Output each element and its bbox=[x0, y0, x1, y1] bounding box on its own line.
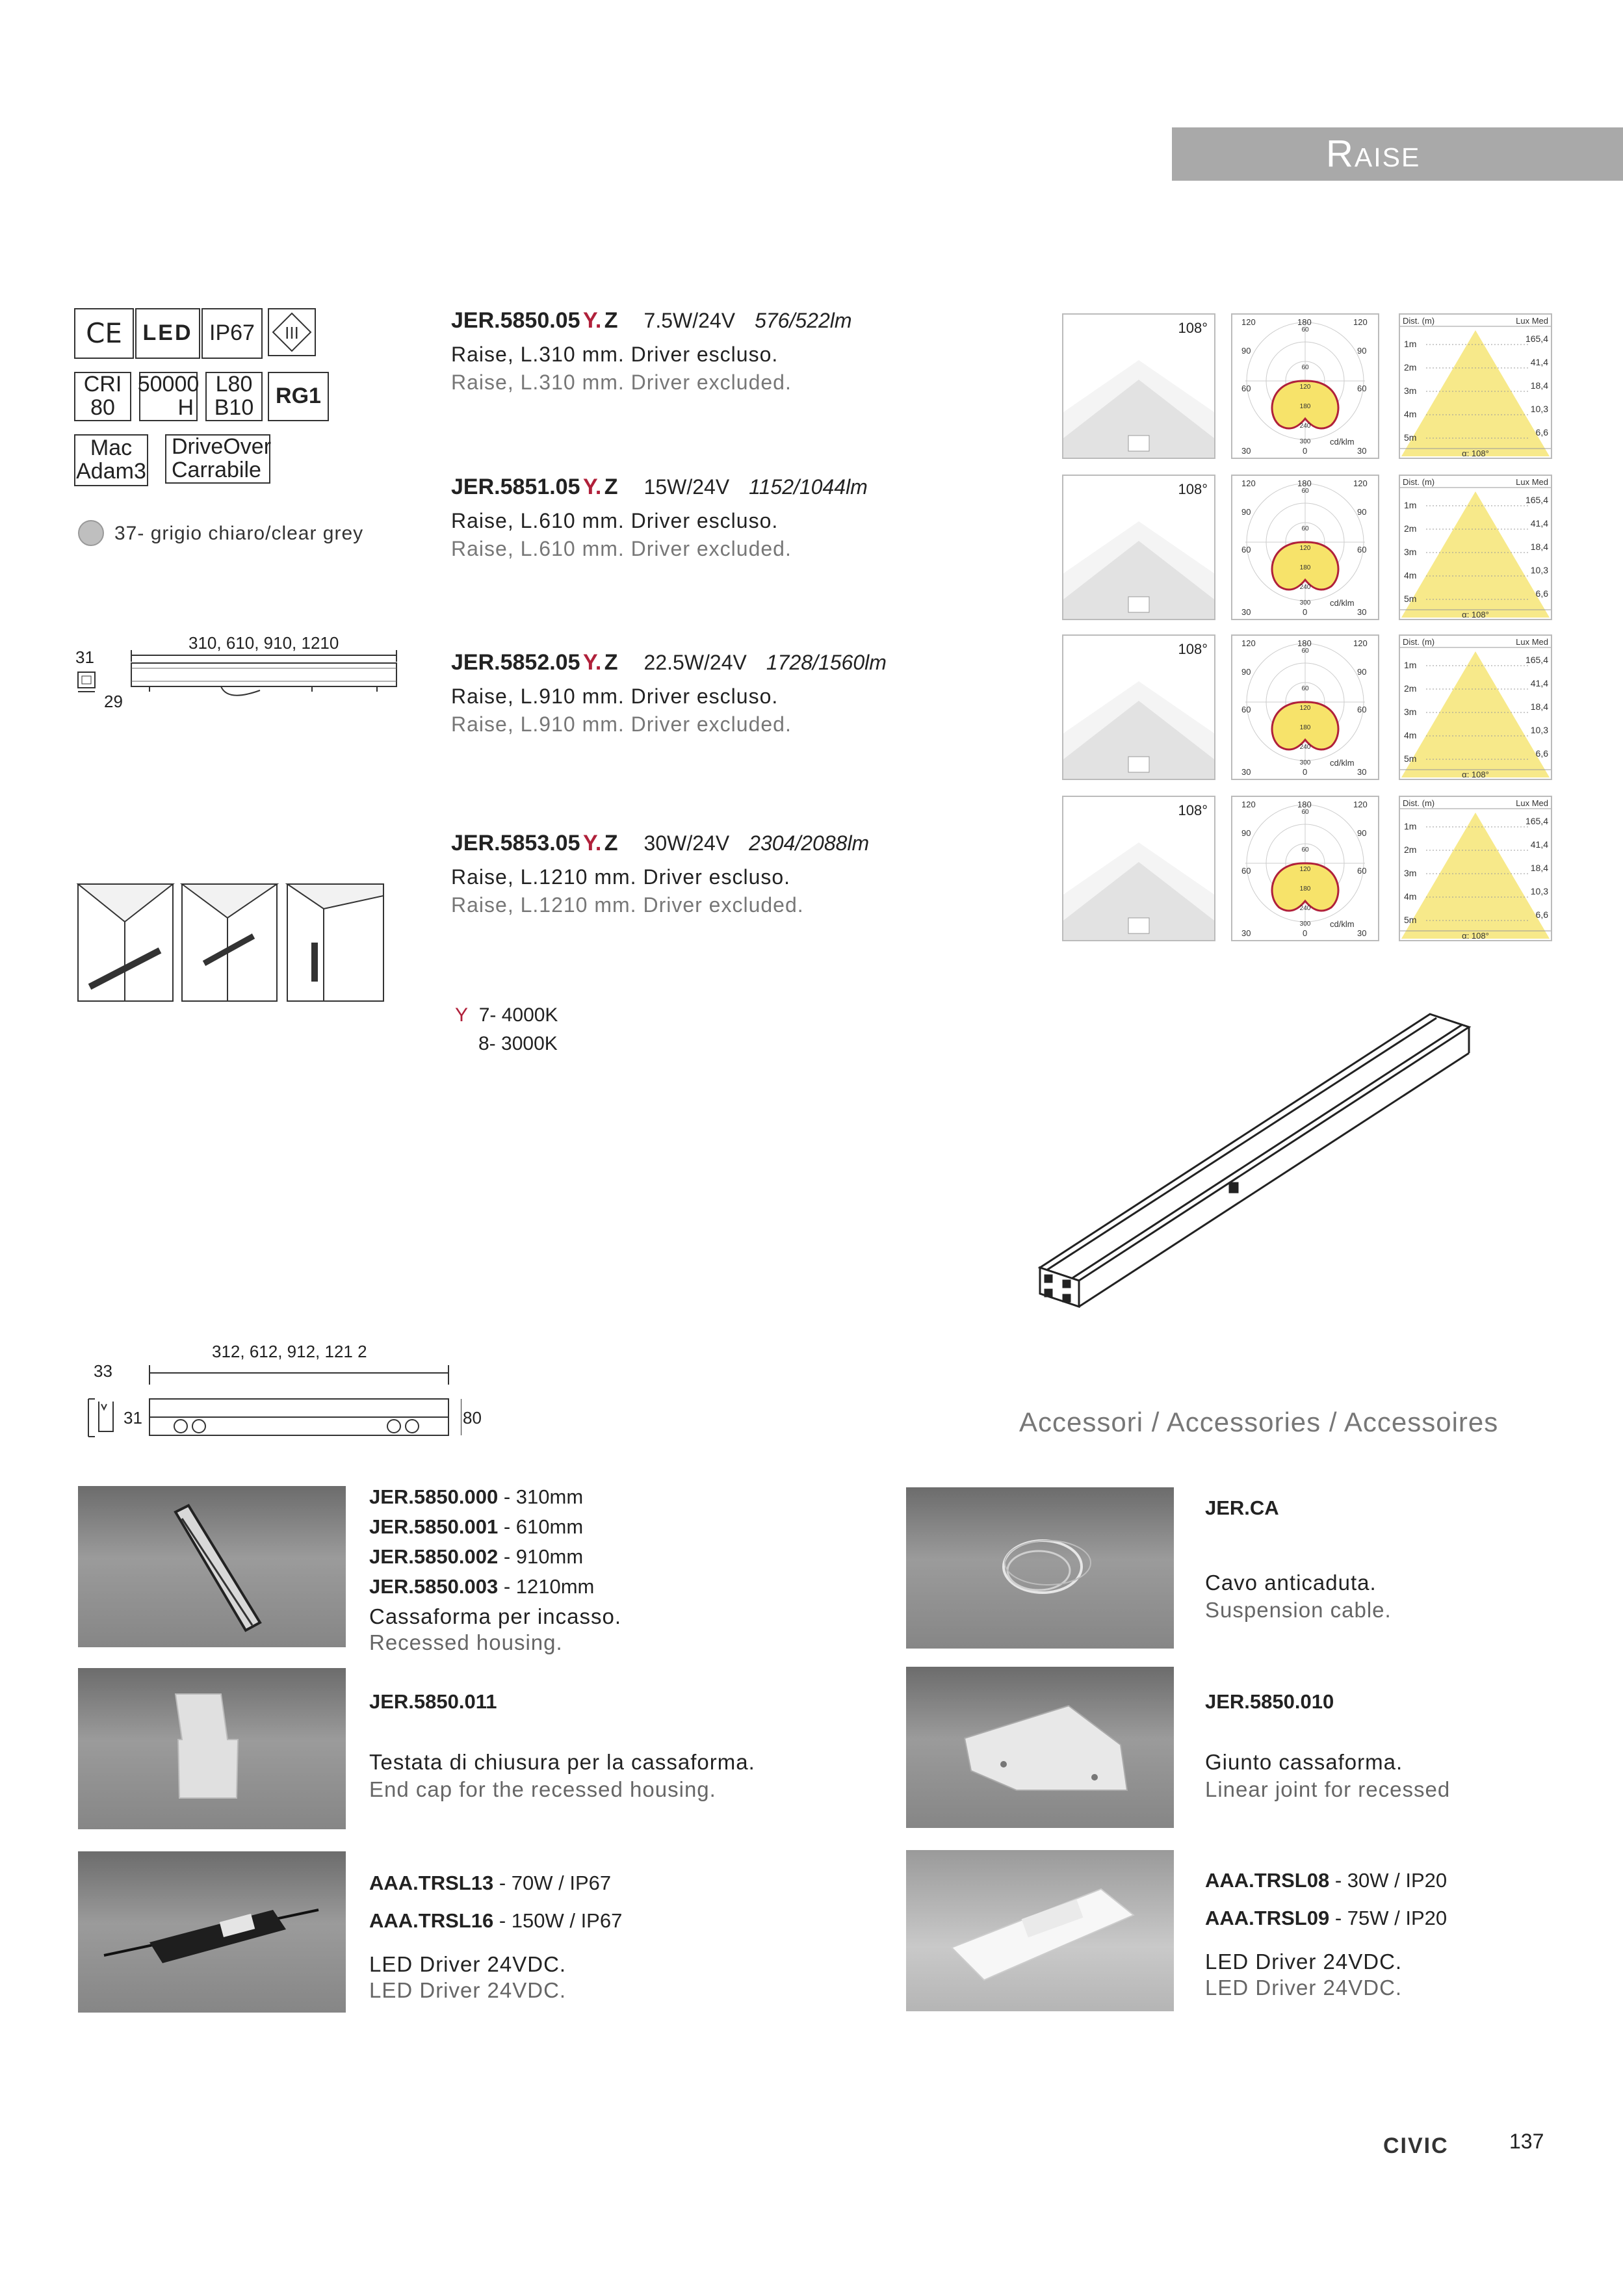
page-title: Raise bbox=[1326, 133, 1421, 175]
product-y: Y. bbox=[582, 475, 602, 499]
joint-code: JER.5850.010 bbox=[1205, 1690, 1334, 1713]
polar-radius: 120 bbox=[1299, 384, 1311, 391]
polar-radius: 60 bbox=[1301, 846, 1309, 854]
polar-tick: 60 bbox=[1357, 545, 1367, 554]
housing-desc-it: Cassaforma per incasso. bbox=[369, 1604, 621, 1628]
endcap-accessory bbox=[369, 1690, 755, 1802]
housing-code-4: JER.5850.003 bbox=[369, 1575, 499, 1598]
rg1-badge: RG1 bbox=[268, 372, 329, 421]
housing-code-3: JER.5850.002 bbox=[369, 1545, 499, 1568]
lux-dist: 5m bbox=[1404, 594, 1417, 604]
lux-value: 165,4 bbox=[1525, 816, 1548, 826]
product-z: Z bbox=[604, 475, 618, 499]
profile-height: 31 bbox=[75, 647, 94, 667]
polar-tick: 180 bbox=[1297, 478, 1312, 488]
installation-sketches bbox=[77, 883, 387, 1004]
beam-angle-label: 108° bbox=[1178, 802, 1208, 818]
endcap-photo bbox=[78, 1668, 346, 1829]
driver-ip20-photo bbox=[906, 1850, 1174, 2011]
joint-desc-it: Giunto cassaforma. bbox=[1205, 1750, 1403, 1774]
driveover-badge bbox=[165, 434, 270, 484]
housing-size-1: - 310mm bbox=[498, 1485, 584, 1508]
polar-tick: 30 bbox=[1357, 446, 1367, 456]
dist-header: Dist. (m) bbox=[1403, 477, 1435, 487]
product-jer5851 bbox=[451, 475, 868, 561]
polar-radius: 180 bbox=[1299, 885, 1311, 893]
fixture-drawing bbox=[1027, 1001, 1495, 1320]
housing-depth: 80 bbox=[463, 1408, 482, 1428]
polar-tick: 90 bbox=[1241, 828, 1251, 838]
driver-ip20-desc-it: LED Driver 24VDC. bbox=[1205, 1950, 1403, 1974]
polar-unit: cd/klm bbox=[1330, 598, 1355, 608]
joint-desc-en: Linear joint for recessed bbox=[1205, 1777, 1451, 1801]
profile-lengths: 310, 610, 910, 1210 bbox=[188, 633, 339, 653]
lux-value: 6,6 bbox=[1535, 909, 1548, 920]
profile-width: 29 bbox=[104, 692, 123, 711]
driver-ip67-code-2: AAA.TRSL16 bbox=[369, 1909, 494, 1932]
lux-value: 165,4 bbox=[1525, 655, 1548, 665]
l80-b10-badge bbox=[205, 372, 263, 421]
polar-radius: 120 bbox=[1299, 705, 1311, 712]
polar-tick: 0 bbox=[1303, 607, 1308, 617]
product-power: 22.5W/24V bbox=[643, 651, 747, 674]
lifetime-value: 50000 bbox=[137, 372, 200, 397]
housing-size-4: - 1210mm bbox=[498, 1575, 595, 1598]
product-code: JER.5853.05 bbox=[451, 831, 580, 855]
polar-unit: cd/klm bbox=[1330, 437, 1355, 447]
polar-tick: 120 bbox=[1241, 317, 1256, 327]
product-y: Y. bbox=[582, 831, 602, 855]
polar-diagram bbox=[1231, 634, 1379, 780]
polar-radius: 60 bbox=[1301, 364, 1309, 371]
cri-badge bbox=[74, 372, 131, 421]
housing-width: 31 bbox=[123, 1408, 142, 1428]
lux-dist: 2m bbox=[1404, 844, 1417, 855]
product-jer5850 bbox=[451, 308, 852, 395]
lux-dist: 2m bbox=[1404, 683, 1417, 694]
product-z: Z bbox=[604, 650, 618, 675]
cable-accessory bbox=[1205, 1496, 1392, 1623]
class-iii-label: III bbox=[285, 323, 299, 343]
joint-photo bbox=[906, 1667, 1174, 1828]
lux-value: 10,3 bbox=[1530, 565, 1548, 575]
polar-tick: 90 bbox=[1357, 667, 1367, 677]
driver-ip67-spec-2: - 150W / IP67 bbox=[493, 1909, 623, 1932]
illuminance-table bbox=[1399, 634, 1552, 780]
product-desc-en: Raise, L.310 mm. Driver excluded. bbox=[451, 371, 792, 394]
polar-tick: 90 bbox=[1241, 667, 1251, 677]
product-jer5853 bbox=[451, 831, 869, 917]
polar-radius: 120 bbox=[1299, 545, 1311, 552]
polar-tick: 30 bbox=[1357, 928, 1367, 938]
cable-photo bbox=[906, 1487, 1174, 1649]
polar-tick: 60 bbox=[1241, 705, 1251, 714]
alpha-label: α: 108° bbox=[1462, 610, 1489, 619]
beam-angle-panel bbox=[1062, 475, 1215, 620]
housing-height: 33 bbox=[94, 1361, 112, 1381]
endcap-desc-en: End cap for the recessed housing. bbox=[369, 1777, 716, 1801]
lux-value: 10,3 bbox=[1530, 404, 1548, 414]
product-z: Z bbox=[604, 831, 618, 855]
lux-dist: 4m bbox=[1404, 570, 1417, 581]
cable-desc-it: Cavo anticaduta. bbox=[1205, 1571, 1377, 1595]
led-badge: LED bbox=[135, 308, 200, 359]
polar-tick: 120 bbox=[1241, 800, 1256, 809]
lux-dist: 5m bbox=[1404, 753, 1417, 764]
polar-tick: 0 bbox=[1303, 928, 1308, 938]
dist-header: Dist. (m) bbox=[1403, 316, 1435, 326]
lux-dist: 4m bbox=[1404, 730, 1417, 740]
product-desc-it: Raise, L.910 mm. Driver escluso. bbox=[451, 685, 779, 708]
polar-tick: 30 bbox=[1241, 446, 1251, 456]
polar-tick: 120 bbox=[1241, 638, 1256, 648]
polar-tick: 120 bbox=[1353, 638, 1368, 648]
product-lumen: 576/522lm bbox=[755, 309, 852, 332]
polar-radius: 180 bbox=[1299, 403, 1311, 410]
polar-radius: 60 bbox=[1301, 685, 1309, 692]
cable-desc-en: Suspension cable. bbox=[1205, 1598, 1392, 1622]
polar-tick: 180 bbox=[1297, 317, 1312, 327]
product-code: JER.5850.05 bbox=[451, 308, 580, 333]
beam-angle-label: 108° bbox=[1178, 320, 1208, 336]
illuminance-table bbox=[1399, 796, 1552, 941]
lux-header: Lux Med bbox=[1516, 477, 1548, 487]
polar-radius: 180 bbox=[1299, 564, 1311, 571]
alpha-label: α: 108° bbox=[1462, 931, 1489, 940]
lifetime-unit: H bbox=[177, 395, 194, 420]
lux-dist: 3m bbox=[1404, 868, 1417, 878]
polar-diagram bbox=[1231, 313, 1379, 459]
product-lumen: 1152/1044lm bbox=[749, 475, 868, 499]
polar-radius: 300 bbox=[1299, 599, 1311, 607]
lux-header: Lux Med bbox=[1516, 316, 1548, 326]
macadam-badge bbox=[74, 434, 148, 486]
driver-ip67-desc-it: LED Driver 24VDC. bbox=[369, 1952, 567, 1976]
driveover-label: DriveOver bbox=[172, 434, 272, 460]
polar-tick: 30 bbox=[1241, 607, 1251, 617]
polar-tick: 120 bbox=[1241, 478, 1256, 488]
lux-value: 18,4 bbox=[1530, 863, 1548, 873]
cct-y: Y bbox=[455, 1004, 469, 1026]
polar-radius: 60 bbox=[1301, 326, 1309, 333]
polar-diagram bbox=[1231, 796, 1379, 941]
polar-tick: 60 bbox=[1241, 545, 1251, 554]
lux-dist: 1m bbox=[1404, 821, 1417, 831]
lifetime-badge bbox=[139, 372, 198, 421]
illuminance-table bbox=[1399, 475, 1552, 620]
lux-value: 165,4 bbox=[1525, 495, 1548, 505]
lux-value: 165,4 bbox=[1525, 333, 1548, 344]
polar-tick: 180 bbox=[1297, 800, 1312, 809]
driver-ip67-code-1: AAA.TRSL13 bbox=[369, 1872, 494, 1894]
lux-value: 41,4 bbox=[1530, 678, 1548, 688]
polar-tick: 0 bbox=[1303, 767, 1308, 777]
adam-label: Adam3 bbox=[76, 459, 146, 484]
b10-label: B10 bbox=[214, 395, 254, 420]
beam-angle-panel bbox=[1062, 796, 1215, 941]
lux-dist: 3m bbox=[1404, 385, 1417, 396]
dist-header: Dist. (m) bbox=[1403, 637, 1435, 647]
illuminance-table bbox=[1399, 313, 1552, 459]
profile-drawing bbox=[71, 650, 403, 715]
housing-lengths: 312, 612, 912, 121 2 bbox=[212, 1342, 367, 1361]
product-y: Y. bbox=[582, 308, 602, 333]
product-desc-en: Raise, L.910 mm. Driver excluded. bbox=[451, 712, 792, 736]
housing-accessory bbox=[369, 1482, 621, 1658]
lux-dist: 5m bbox=[1404, 432, 1417, 443]
polar-tick: 60 bbox=[1357, 384, 1367, 393]
polar-tick: 30 bbox=[1357, 767, 1367, 777]
polar-tick: 120 bbox=[1353, 317, 1368, 327]
lux-header: Lux Med bbox=[1516, 798, 1548, 808]
polar-radius: 300 bbox=[1299, 920, 1311, 928]
lux-dist: 2m bbox=[1404, 362, 1417, 372]
driver-ip20-accessory bbox=[1205, 1862, 1447, 2001]
product-code: JER.5851.05 bbox=[451, 475, 580, 499]
product-desc-en: Raise, L.610 mm. Driver excluded. bbox=[451, 537, 792, 560]
joint-accessory bbox=[1205, 1690, 1450, 1802]
brand-logo: CIVIC bbox=[1383, 2133, 1449, 2158]
product-jer5852 bbox=[451, 650, 887, 737]
finish-swatch bbox=[78, 520, 104, 546]
lux-value: 6,6 bbox=[1535, 748, 1548, 759]
product-power: 7.5W/24V bbox=[643, 309, 736, 332]
polar-radius: 240 bbox=[1299, 905, 1311, 912]
lux-header: Lux Med bbox=[1516, 637, 1548, 647]
product-code: JER.5852.05 bbox=[451, 650, 580, 675]
polar-tick: 60 bbox=[1241, 384, 1251, 393]
product-z: Z bbox=[604, 308, 618, 333]
polar-tick: 120 bbox=[1353, 478, 1368, 488]
carrabile-label: Carrabile bbox=[172, 458, 261, 482]
product-lumen: 1728/1560lm bbox=[766, 651, 887, 674]
housing-size-2: - 610mm bbox=[498, 1515, 584, 1538]
polar-tick: 60 bbox=[1357, 866, 1367, 876]
housing-code-2: JER.5850.001 bbox=[369, 1515, 499, 1538]
polar-tick: 30 bbox=[1241, 928, 1251, 938]
lux-dist: 4m bbox=[1404, 409, 1417, 419]
polar-tick: 30 bbox=[1357, 607, 1367, 617]
housing-desc-en: Recessed housing. bbox=[369, 1630, 563, 1654]
polar-unit: cd/klm bbox=[1330, 758, 1355, 768]
lux-value: 18,4 bbox=[1530, 380, 1548, 391]
lux-dist: 1m bbox=[1404, 339, 1417, 349]
driver-ip67-accessory bbox=[369, 1864, 622, 2003]
polar-tick: 90 bbox=[1241, 507, 1251, 517]
polar-tick: 90 bbox=[1357, 507, 1367, 517]
beam-angle-label: 108° bbox=[1178, 481, 1208, 497]
polar-tick: 60 bbox=[1241, 866, 1251, 876]
polar-radius: 60 bbox=[1301, 525, 1309, 532]
lux-value: 6,6 bbox=[1535, 427, 1548, 437]
housing-size-3: - 910mm bbox=[498, 1545, 584, 1568]
mac-label: Mac bbox=[90, 436, 133, 461]
cable-code: JER.CA bbox=[1205, 1496, 1279, 1519]
lux-dist: 2m bbox=[1404, 523, 1417, 534]
polar-diagram bbox=[1231, 475, 1379, 620]
polar-tick: 0 bbox=[1303, 446, 1308, 456]
product-desc-it: Raise, L.1210 mm. Driver escluso. bbox=[451, 865, 791, 889]
polar-tick: 90 bbox=[1357, 346, 1367, 356]
lux-dist: 3m bbox=[1404, 547, 1417, 557]
lux-dist: 5m bbox=[1404, 915, 1417, 925]
product-desc-it: Raise, L.310 mm. Driver escluso. bbox=[451, 343, 779, 366]
polar-tick: 90 bbox=[1241, 346, 1251, 356]
polar-tick: 120 bbox=[1353, 800, 1368, 809]
class-iii-icon bbox=[268, 308, 316, 356]
driver-ip20-desc-en: LED Driver 24VDC. bbox=[1205, 1976, 1403, 2000]
lux-value: 18,4 bbox=[1530, 541, 1548, 552]
lux-value: 41,4 bbox=[1530, 839, 1548, 850]
driver-ip20-code-1: AAA.TRSL08 bbox=[1205, 1869, 1330, 1892]
lux-dist: 4m bbox=[1404, 891, 1417, 902]
polar-radius: 120 bbox=[1299, 866, 1311, 873]
beam-angle-label: 108° bbox=[1178, 641, 1208, 657]
lux-value: 18,4 bbox=[1530, 701, 1548, 712]
polar-radius: 60 bbox=[1301, 647, 1309, 655]
polar-radius: 240 bbox=[1299, 423, 1311, 430]
driver-ip20-code-2: AAA.TRSL09 bbox=[1205, 1907, 1330, 1929]
polar-unit: cd/klm bbox=[1330, 919, 1355, 929]
driver-ip67-desc-en: LED Driver 24VDC. bbox=[369, 1978, 567, 2002]
polar-radius: 60 bbox=[1301, 488, 1309, 495]
polar-radius: 300 bbox=[1299, 438, 1311, 445]
beam-angle-panel bbox=[1062, 634, 1215, 780]
page-number: 137 bbox=[1509, 2130, 1544, 2153]
cct-legend bbox=[455, 1001, 558, 1058]
ip67-badge: IP67 bbox=[201, 308, 263, 359]
lux-value: 41,4 bbox=[1530, 518, 1548, 528]
housing-photo bbox=[78, 1486, 346, 1647]
dist-header: Dist. (m) bbox=[1403, 798, 1435, 808]
polar-tick: 90 bbox=[1357, 828, 1367, 838]
polar-radius: 240 bbox=[1299, 584, 1311, 591]
cct-row-1: 7- 4000K bbox=[478, 1004, 558, 1026]
product-power: 30W/24V bbox=[643, 831, 730, 855]
cri-label: CRI bbox=[83, 372, 122, 397]
polar-radius: 60 bbox=[1301, 809, 1309, 816]
lux-value: 41,4 bbox=[1530, 357, 1548, 367]
driver-ip67-photo bbox=[78, 1851, 346, 2013]
driver-ip20-spec-1: - 30W / IP20 bbox=[1329, 1869, 1448, 1892]
polar-tick: 30 bbox=[1241, 767, 1251, 777]
lux-value: 6,6 bbox=[1535, 588, 1548, 599]
polar-tick: 180 bbox=[1297, 638, 1312, 648]
ce-mark-icon: CE bbox=[74, 308, 134, 359]
polar-tick: 60 bbox=[1357, 705, 1367, 714]
accessories-title: Accessori / Accessories / Accessoires bbox=[1019, 1407, 1499, 1437]
lux-dist: 1m bbox=[1404, 500, 1417, 510]
lux-dist: 1m bbox=[1404, 660, 1417, 670]
finish-label: 37- grigio chiaro/clear grey bbox=[114, 523, 364, 544]
cct-row-2: 8- 3000K bbox=[478, 1033, 558, 1054]
polar-radius: 300 bbox=[1299, 759, 1311, 766]
lux-value: 10,3 bbox=[1530, 886, 1548, 896]
lux-dist: 3m bbox=[1404, 707, 1417, 717]
endcap-code: JER.5850.011 bbox=[369, 1690, 497, 1713]
housing-code-1: JER.5850.000 bbox=[369, 1485, 499, 1508]
product-lumen: 2304/2088lm bbox=[749, 831, 870, 855]
polar-radius: 240 bbox=[1299, 744, 1311, 751]
endcap-desc-it: Testata di chiusura per la cassaforma. bbox=[369, 1750, 755, 1774]
housing-drawing bbox=[84, 1365, 461, 1450]
product-desc-en: Raise, L.1210 mm. Driver excluded. bbox=[451, 893, 804, 917]
driver-ip67-spec-1: - 70W / IP67 bbox=[493, 1872, 612, 1894]
polar-radius: 180 bbox=[1299, 724, 1311, 731]
alpha-label: α: 108° bbox=[1462, 770, 1489, 779]
l80-label: L80 bbox=[215, 372, 253, 397]
lux-value: 10,3 bbox=[1530, 725, 1548, 735]
product-y: Y. bbox=[582, 650, 602, 675]
alpha-label: α: 108° bbox=[1462, 449, 1489, 458]
cri-value: 80 bbox=[90, 395, 115, 420]
product-desc-it: Raise, L.610 mm. Driver escluso. bbox=[451, 509, 779, 532]
product-power: 15W/24V bbox=[643, 475, 730, 499]
driver-ip20-spec-2: - 75W / IP20 bbox=[1329, 1907, 1448, 1929]
beam-angle-panel bbox=[1062, 313, 1215, 459]
